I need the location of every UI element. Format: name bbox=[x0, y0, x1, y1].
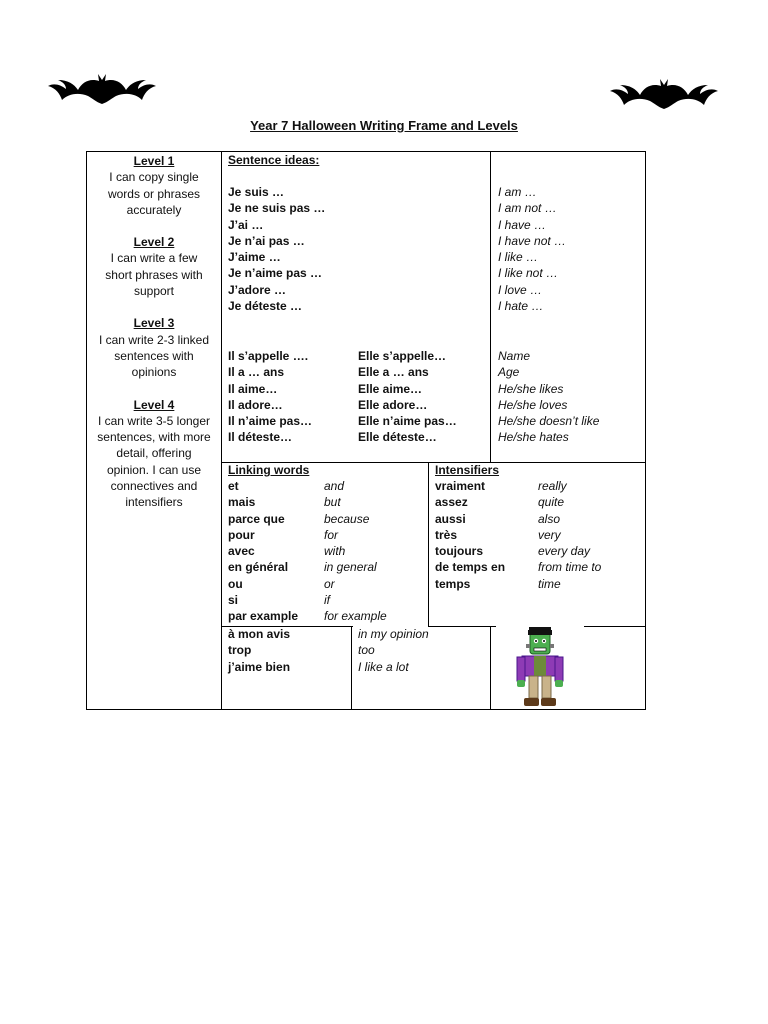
phrase-fr: J’aime … bbox=[228, 250, 281, 265]
bat-icon-left bbox=[48, 70, 156, 106]
connective-en: for bbox=[324, 527, 339, 542]
linking-words-heading: Linking words bbox=[228, 463, 310, 477]
linking-words-english bbox=[324, 478, 387, 625]
phrase-elle: Elle déteste… bbox=[358, 430, 437, 445]
connective-fr: par example bbox=[228, 609, 299, 624]
level-heading: Level 3 bbox=[133, 316, 175, 331]
sentence-ideas-english bbox=[498, 184, 566, 314]
divider-english-column bbox=[490, 151, 491, 463]
phrase-en: He/she loves bbox=[498, 397, 568, 412]
phrase-en: I have not … bbox=[498, 233, 567, 248]
phrase-en: He/she doesn’t like bbox=[498, 414, 600, 429]
connective-fr: parce que bbox=[228, 511, 285, 526]
divider-intensifiers-bottom bbox=[428, 626, 496, 627]
intensifier-en: also bbox=[538, 511, 561, 526]
table-border-bottom bbox=[86, 709, 646, 710]
phrase-il: Il adore… bbox=[228, 397, 283, 412]
connective-en: but bbox=[324, 495, 341, 510]
phrase-fr: J’adore … bbox=[228, 282, 287, 297]
divider-linking-intensifiers bbox=[428, 462, 429, 626]
il-phrases bbox=[228, 348, 312, 446]
intensifier-en: time bbox=[538, 576, 561, 591]
phrase-en: I hate … bbox=[498, 299, 544, 314]
phrase-il: Il déteste… bbox=[228, 430, 293, 445]
phrase-elle: Elle s’appelle… bbox=[358, 349, 447, 363]
level-description: I can copy single words or phrases accurately bbox=[107, 170, 201, 217]
phrase-fr: Je suis … bbox=[228, 185, 285, 199]
level-heading: Level 1 bbox=[133, 154, 175, 168]
phrase-en: I am … bbox=[498, 185, 537, 199]
phrase-en: He/she hates bbox=[498, 430, 569, 445]
intensifier-en: very bbox=[538, 527, 561, 542]
linking-words-french bbox=[228, 478, 298, 625]
he-she-english bbox=[498, 348, 599, 446]
phrase-elle: Elle adore… bbox=[358, 397, 428, 412]
phrase-fr: Je déteste … bbox=[228, 299, 303, 314]
levels-column bbox=[87, 153, 221, 511]
opinions-english bbox=[358, 626, 429, 675]
opinion-fr: j’aime bien bbox=[228, 659, 291, 674]
phrase-elle: Elle aime… bbox=[358, 381, 423, 396]
intensifier-fr: toujours bbox=[435, 544, 483, 559]
opinions-french bbox=[228, 626, 290, 675]
connective-en: in general bbox=[324, 560, 377, 575]
connective-fr: si bbox=[228, 593, 239, 608]
phrase-en: I love … bbox=[498, 282, 543, 297]
intensifier-fr: assez bbox=[435, 495, 468, 510]
level-description: I can write 3-5 longer sentences, with more detail, offering opinion. I can use connectives and intensifiers bbox=[97, 413, 211, 510]
connective-en: if bbox=[324, 593, 330, 608]
intensifier-fr: vraiment bbox=[435, 479, 486, 493]
phrase-en: I have … bbox=[498, 217, 547, 232]
connective-en: because bbox=[324, 511, 370, 526]
intensifiers-french bbox=[435, 478, 505, 592]
divider-intensifiers-bottom-right bbox=[584, 626, 646, 627]
intensifiers-english bbox=[538, 478, 601, 592]
phrase-fr: Je ne suis pas … bbox=[228, 201, 326, 216]
table-border-top bbox=[86, 151, 646, 152]
connective-fr: pour bbox=[228, 527, 255, 542]
phrase-en: I like … bbox=[498, 250, 539, 265]
intensifier-fr: temps bbox=[435, 576, 471, 591]
divider-monster-cell bbox=[490, 626, 491, 710]
phrase-en: Name bbox=[498, 349, 531, 363]
level-description: I can write 2-3 linked sentences with opinions bbox=[98, 332, 210, 380]
intensifier-en: from time to bbox=[538, 560, 602, 575]
sentence-ideas-heading: Sentence ideas: bbox=[228, 153, 320, 167]
level-heading: Level 2 bbox=[133, 235, 175, 250]
connective-en: and bbox=[324, 479, 345, 493]
sentence-ideas-french bbox=[228, 184, 325, 314]
opinion-en: I like a lot bbox=[358, 659, 409, 674]
intensifier-en: every day bbox=[538, 544, 591, 559]
opinion-fr: trop bbox=[228, 643, 252, 658]
phrase-en: Age bbox=[498, 365, 520, 380]
connective-fr: ou bbox=[228, 576, 243, 591]
phrase-fr: Je n’ai pas … bbox=[228, 233, 305, 248]
phrase-en: I am not … bbox=[498, 201, 557, 216]
frankenstein-monster-icon bbox=[512, 626, 568, 708]
phrase-en: I like not … bbox=[498, 266, 559, 281]
phrase-il: Il s’appelle …. bbox=[228, 349, 309, 363]
phrase-fr: Je n’aime pas … bbox=[228, 266, 323, 281]
phrase-il: Il aime… bbox=[228, 381, 278, 396]
opinion-en: in my opinion bbox=[358, 627, 429, 641]
phrase-il: Il n’aime pas… bbox=[228, 414, 313, 429]
level-heading: Level 4 bbox=[133, 397, 175, 412]
phrase-elle: Elle n’aime pas… bbox=[358, 414, 457, 429]
intensifier-fr: très bbox=[435, 527, 458, 542]
intensifier-fr: aussi bbox=[435, 511, 466, 526]
connective-en: or bbox=[324, 576, 335, 591]
opinion-fr: à mon avis bbox=[228, 627, 291, 641]
bat-icon-right bbox=[610, 75, 718, 111]
connective-fr: mais bbox=[228, 495, 256, 510]
connective-en: with bbox=[324, 544, 346, 559]
phrase-il: Il a … ans bbox=[228, 365, 285, 380]
phrase-elle: Elle a … ans bbox=[358, 365, 429, 380]
connective-en: for example bbox=[324, 609, 387, 624]
phrase-en: He/she likes bbox=[498, 381, 564, 396]
connective-fr: avec bbox=[228, 544, 255, 559]
intensifier-fr: de temps en bbox=[435, 560, 506, 575]
intensifiers-heading: Intensifiers bbox=[435, 463, 500, 477]
elle-phrases bbox=[358, 348, 457, 446]
connective-fr: et bbox=[228, 479, 239, 493]
intensifier-en: quite bbox=[538, 495, 565, 510]
phrase-fr: J’ai … bbox=[228, 217, 264, 232]
intensifier-en: really bbox=[538, 479, 567, 493]
connective-fr: en général bbox=[228, 560, 289, 575]
level-description: I can write a few short phrases with support bbox=[105, 251, 203, 299]
opinion-en: too bbox=[358, 643, 375, 658]
page-title: Year 7 Halloween Writing Frame and Levels bbox=[250, 118, 518, 133]
divider-opinions-mid bbox=[351, 626, 352, 710]
